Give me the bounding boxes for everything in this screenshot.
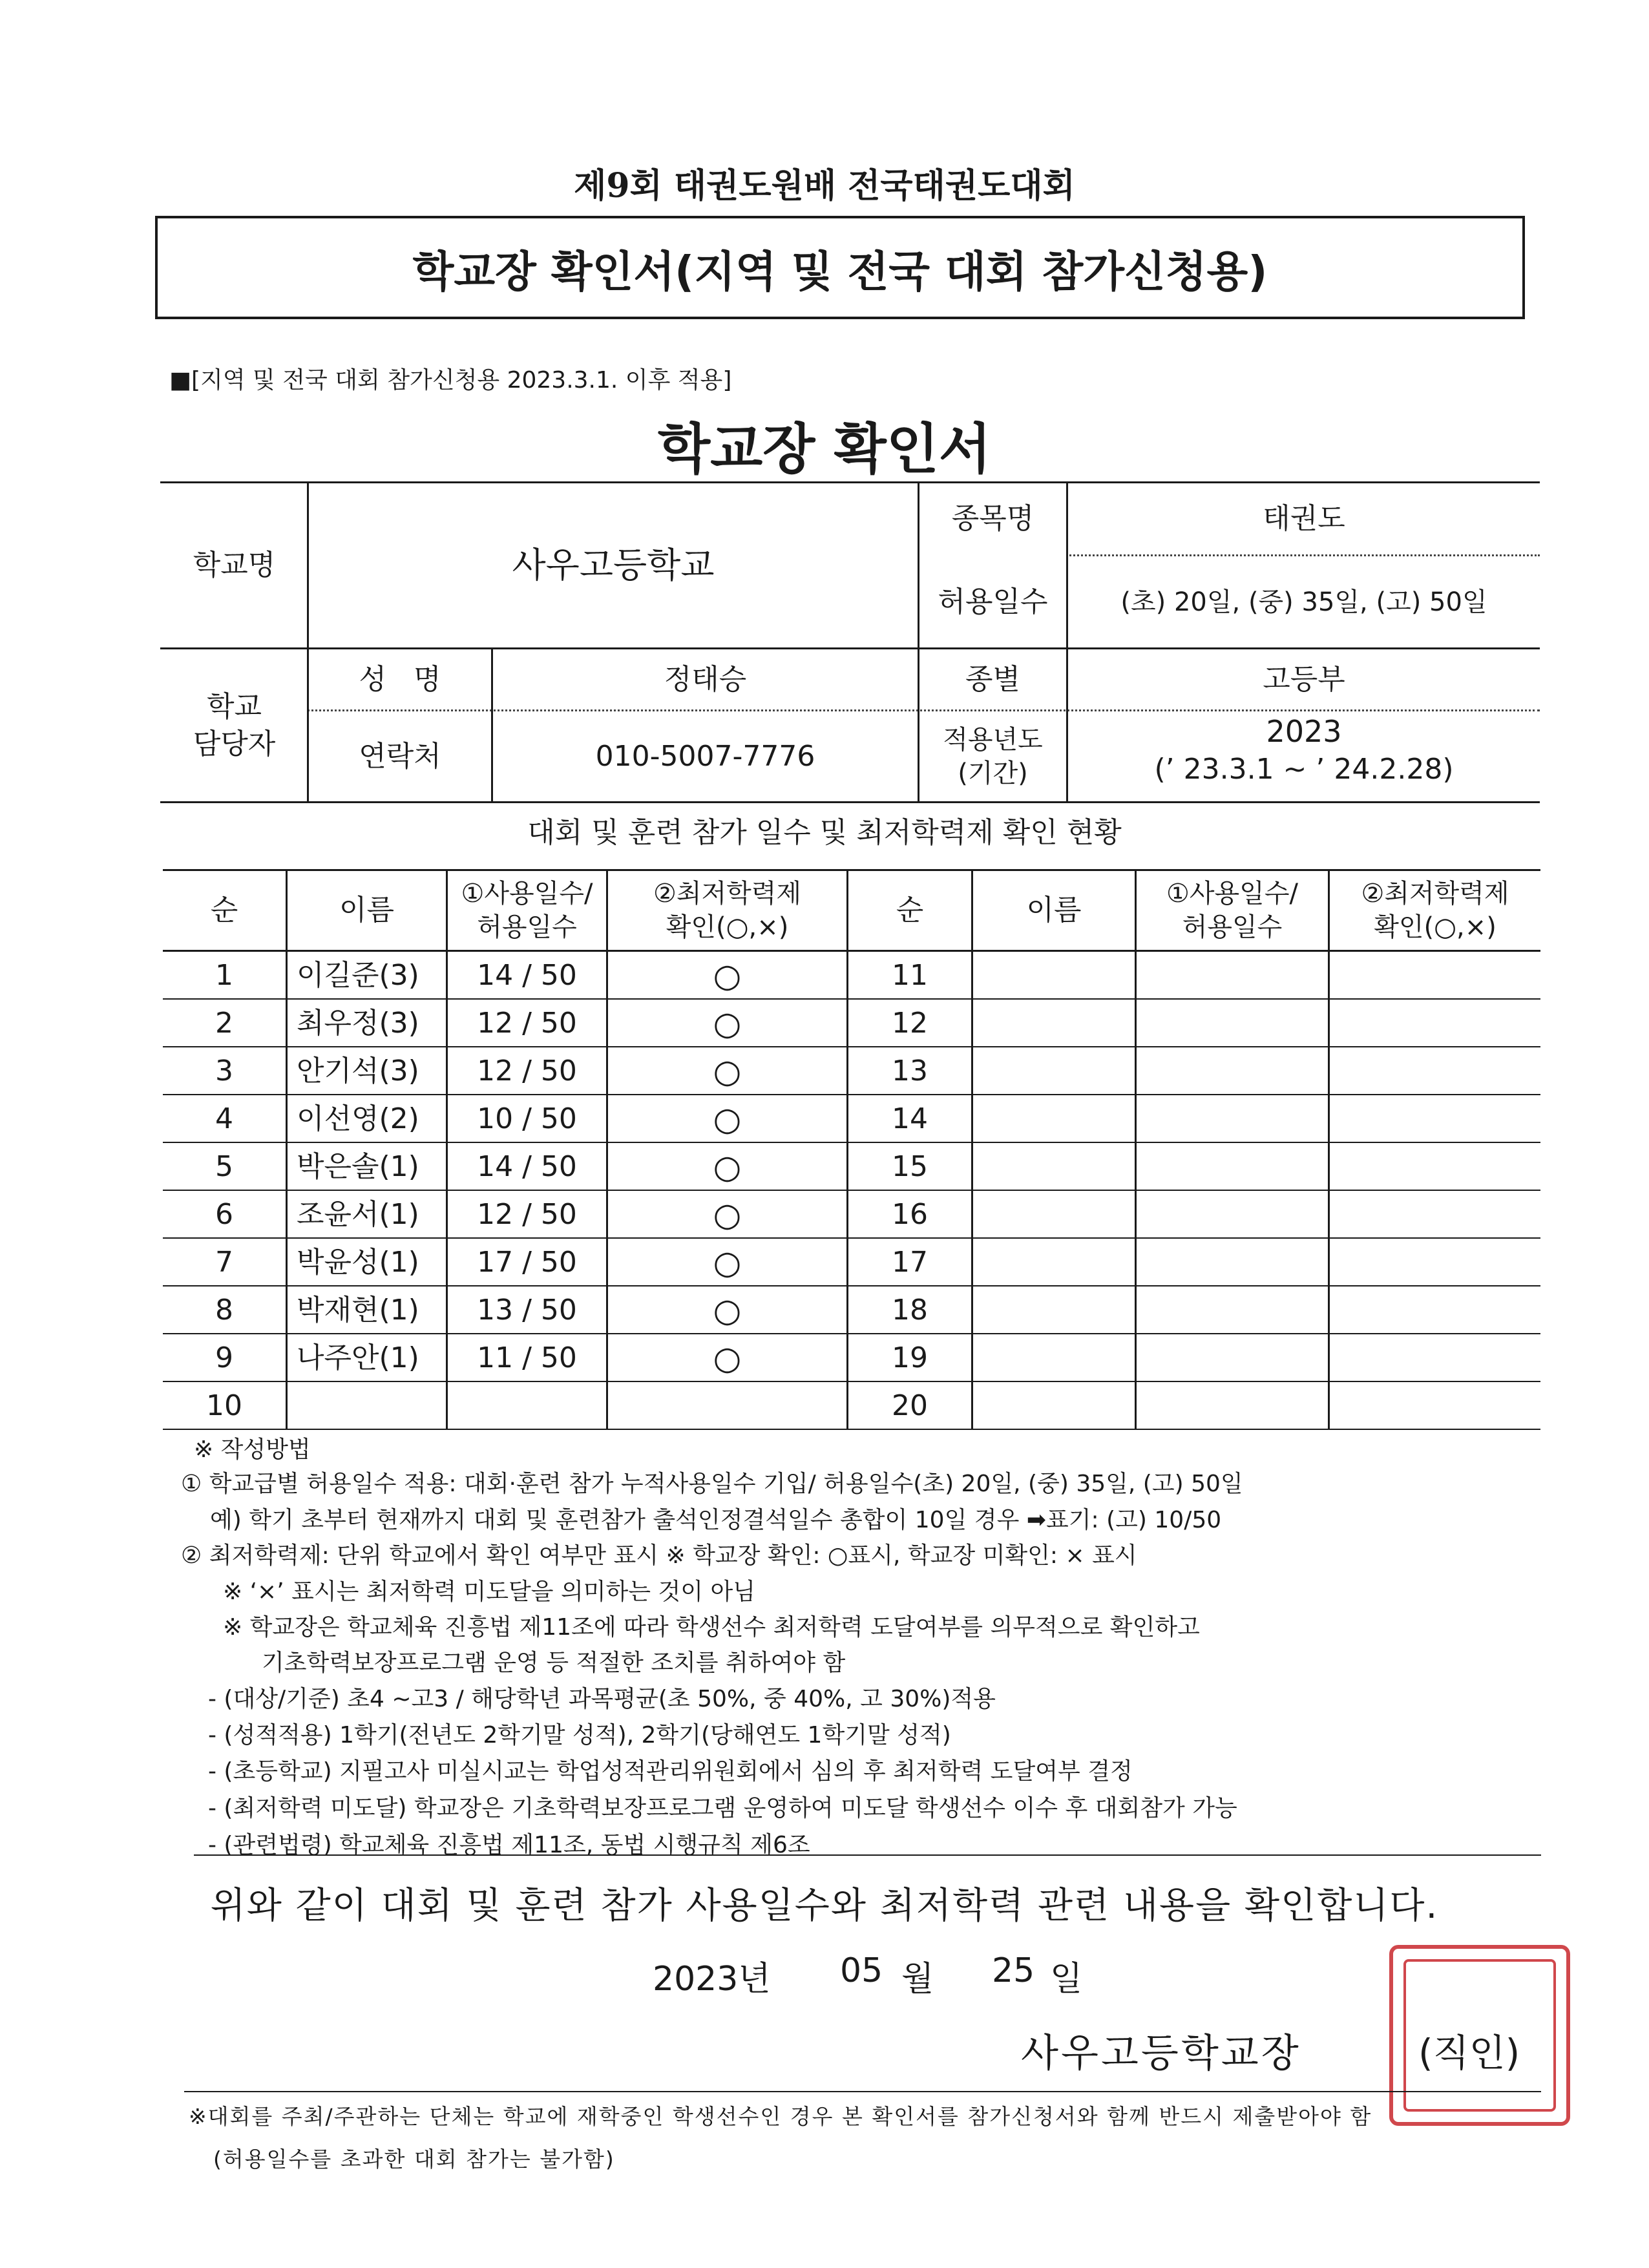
manager-name: 정태승	[664, 662, 747, 696]
row-right-2-name	[973, 1000, 1144, 1047]
col-header-no-right: 순	[896, 894, 924, 927]
date-year: 2023년	[653, 1960, 771, 1999]
allowed-days: (초) 20일, (중) 35일, (고) 50일	[1120, 587, 1487, 617]
contact-label: 연락처	[359, 739, 441, 773]
year-label: 적용년도 (기간)	[943, 724, 1043, 788]
row-2-name: 최우정(3)	[297, 1007, 419, 1040]
row-right-4-check	[1330, 1095, 1540, 1143]
instruction-line-1: ※ 작성방법	[194, 1436, 311, 1463]
instruction-line-7: 기초학력보장프로그램 운영 등 적절한 조치를 취하여야 함	[262, 1650, 846, 1676]
seal-label: (직인)	[1418, 2031, 1520, 2075]
row-10-no: 10	[206, 1389, 242, 1423]
col-header-days: ①사용일수/ 허용일수	[461, 879, 593, 942]
row-3-check: ○	[713, 1052, 742, 1090]
row-right-7-name	[973, 1239, 1144, 1286]
school-name: 사우고등학교	[512, 544, 715, 585]
row-right-1-check	[1330, 952, 1540, 1000]
row-right-8-check	[1330, 1286, 1540, 1334]
row-6-no: 6	[215, 1198, 233, 1232]
row-2-days: 12 / 50	[477, 1007, 577, 1040]
instruction-line-12: - (관련법령) 학교체육 진흥법 제11조, 동법 시행규칙 제6조	[208, 1832, 810, 1858]
col-header-days-right: ①사용일수/ 허용일수	[1166, 879, 1298, 942]
row-right-6-no: 16	[892, 1198, 928, 1232]
row-9-no: 9	[215, 1341, 233, 1375]
row-right-9-days	[1137, 1334, 1328, 1382]
row-6-check: ○	[713, 1195, 742, 1234]
row-right-1-name	[973, 952, 1144, 1000]
col-header-check: ②최저학력제 확인(○,×)	[653, 879, 802, 942]
row-3-name: 안기석(3)	[297, 1055, 419, 1088]
row-8-check: ○	[713, 1291, 742, 1329]
instruction-line-11: - (최저학력 미도달) 학교장은 기초학력보장프로그램 운영하여 미도달 학생선수 이수 후 대회참가 가능	[208, 1795, 1237, 1822]
division: 고등부	[1263, 662, 1345, 696]
row-right-10-name	[973, 1382, 1144, 1430]
row-5-days: 14 / 50	[477, 1150, 577, 1184]
row-5-name: 박은솔(1)	[297, 1150, 419, 1184]
footer-note-2: (허용일수를 초과한 대회 참가는 불가함)	[213, 2147, 615, 2172]
document-title: 학교장 확인서(지역 및 전국 대회 참가신청용)	[412, 246, 1268, 297]
row-right-5-check	[1330, 1143, 1540, 1191]
instruction-line-9: - (성적적용) 1학기(전년도 2학기말 성적), 2학기(당해연도 1학기말 성적)	[208, 1722, 951, 1748]
col-header-name: 이름	[339, 894, 394, 927]
document-title-box	[155, 216, 1525, 319]
row-right-3-no: 13	[892, 1055, 928, 1088]
row-2-check: ○	[713, 1004, 742, 1042]
row-right-8-no: 18	[892, 1294, 928, 1327]
applicability-note: ■[지역 및 전국 대회 참가신청용 2023.3.1. 이후 적용]	[169, 367, 732, 394]
manager-label: 학교 담당자	[193, 690, 276, 761]
row-5-no: 5	[215, 1150, 233, 1184]
row-right-6-name	[973, 1191, 1144, 1239]
row-10-days	[448, 1382, 606, 1430]
row-right-3-days	[1137, 1047, 1328, 1095]
row-right-1-no: 11	[892, 959, 928, 992]
row-right-2-check	[1330, 1000, 1540, 1047]
contact-number: 010-5007-7776	[595, 739, 815, 773]
col-header-check-right: ②최저학력제 확인(○,×)	[1361, 879, 1509, 942]
row-right-8-days	[1137, 1286, 1328, 1334]
row-8-no: 8	[215, 1294, 233, 1327]
row-10-check	[608, 1382, 846, 1430]
row-right-5-days	[1137, 1143, 1328, 1191]
row-right-4-name	[973, 1095, 1144, 1143]
row-right-4-no: 14	[892, 1102, 928, 1136]
instruction-line-10: - (초등학교) 지필고사 미실시교는 학업성적관리위원회에서 심의 후 최저학력 도달여부 결정	[208, 1758, 1133, 1785]
year-period: (’ 23.3.1 ~ ’ 24.2.28)	[1154, 753, 1454, 786]
row-right-10-days	[1137, 1382, 1328, 1430]
row-right-7-check	[1330, 1239, 1540, 1286]
date-month: 05	[840, 1951, 883, 1990]
row-right-7-no: 17	[892, 1246, 928, 1279]
row-right-9-check	[1330, 1334, 1540, 1382]
row-right-2-days	[1137, 1000, 1328, 1047]
row-4-no: 4	[215, 1102, 233, 1136]
row-3-no: 3	[215, 1055, 233, 1088]
row-right-5-name	[973, 1143, 1144, 1191]
row-right-7-days	[1137, 1239, 1328, 1286]
row-9-name: 나주안(1)	[297, 1341, 419, 1375]
row-right-6-days	[1137, 1191, 1328, 1239]
row-5-check: ○	[713, 1148, 742, 1186]
status-heading: 대회 및 훈련 참가 일수 및 최저학력제 확인 현황	[527, 816, 1122, 849]
row-9-days: 11 / 50	[477, 1341, 577, 1375]
row-right-6-check	[1330, 1191, 1540, 1239]
row-8-name: 박재현(1)	[297, 1294, 419, 1327]
row-right-10-check	[1330, 1382, 1540, 1430]
date-day-unit: 일	[1050, 1960, 1083, 1999]
row-right-10-no: 20	[892, 1389, 928, 1423]
row-right-5-no: 15	[892, 1150, 928, 1184]
manager-name-label: 성 명	[359, 662, 441, 696]
row-4-days: 10 / 50	[477, 1102, 577, 1136]
row-right-3-check	[1330, 1047, 1540, 1095]
instruction-line-4: ② 최저학력제: 단위 학교에서 확인 여부만 표시 ※ 학교장 확인: ○표시, 학교장 미확인: × 표시	[181, 1542, 1137, 1569]
doc-heading: 학교장 확인서	[657, 417, 992, 481]
instruction-line-8: - (대상/기준) 초4 ~고3 / 해당학년 과목평균(초 50%, 중 40%, 고 30%)적용	[208, 1686, 996, 1712]
row-4-check: ○	[713, 1100, 742, 1138]
row-6-days: 12 / 50	[477, 1198, 577, 1232]
date-month-unit: 월	[901, 1960, 934, 1999]
row-7-days: 17 / 50	[477, 1246, 577, 1279]
row-right-4-days	[1137, 1095, 1328, 1143]
instruction-line-5: ※ ‘×’ 표시는 최저학력 미도달을 의미하는 것이 아님	[223, 1579, 756, 1605]
row-right-2-no: 12	[892, 1007, 928, 1040]
col-header-no: 순	[210, 894, 238, 927]
division-label: 종별	[965, 662, 1020, 696]
instruction-line-6: ※ 학교장은 학교체육 진흥법 제11조에 따라 학생선수 최저학력 도달여부를 의무적으로 확인하고	[223, 1614, 1200, 1641]
row-9-check: ○	[713, 1339, 742, 1377]
row-1-name: 이길준(3)	[297, 959, 419, 992]
row-10-name	[288, 1382, 455, 1430]
row-1-check: ○	[713, 956, 742, 994]
sport-label: 종목명	[951, 502, 1035, 536]
footer-note-1: ※대회를 주최/주관하는 단체는 학교에 재학중인 학생선수인 경우 본 확인서를 참가신청서와 함께 반드시 제출받아야 함	[189, 2104, 1372, 2129]
row-2-no: 2	[215, 1007, 233, 1040]
row-7-check: ○	[713, 1243, 742, 1281]
row-8-days: 13 / 50	[477, 1294, 577, 1327]
row-1-no: 1	[215, 959, 233, 992]
allowed-days-label: 허용일수	[938, 585, 1048, 618]
row-right-9-no: 19	[892, 1341, 928, 1375]
row-right-1-days	[1137, 952, 1328, 1000]
school-name-label: 학교명	[193, 549, 276, 582]
col-header-name-right: 이름	[1026, 894, 1082, 927]
date-day: 25	[992, 1951, 1035, 1990]
row-1-days: 14 / 50	[477, 959, 577, 992]
row-4-name: 이선영(2)	[297, 1102, 419, 1136]
row-7-name: 박윤성(1)	[297, 1246, 419, 1279]
signer: 사우고등학교장	[1021, 2031, 1301, 2076]
row-3-days: 12 / 50	[477, 1055, 577, 1088]
sport: 태권도	[1263, 502, 1345, 536]
row-right-9-name	[973, 1334, 1144, 1382]
instruction-line-2: ① 학교급별 허용일수 적용: 대회·훈련 참가 누적사용일수 기입/ 허용일수(초) 20일, (중) 35일, (고) 50일	[181, 1471, 1243, 1497]
year-value: 2023	[1266, 714, 1342, 749]
row-6-name: 조윤서(1)	[297, 1198, 419, 1232]
confirmation-statement: 위와 같이 대회 및 훈련 참가 사용일수와 최저학력 관련 내용을 확인합니다.	[210, 1885, 1439, 1927]
event-title: 제9회 태권도원배 전국태권도대회	[574, 166, 1075, 205]
row-7-no: 7	[215, 1246, 233, 1279]
instruction-line-3: 예) 학기 초부터 현재까지 대회 및 훈련참가 출석인정결석일수 총합이 10일 경우 ➡표기: (고) 10/50	[210, 1507, 1222, 1533]
row-right-8-name	[973, 1286, 1144, 1334]
row-right-3-name	[973, 1047, 1144, 1095]
